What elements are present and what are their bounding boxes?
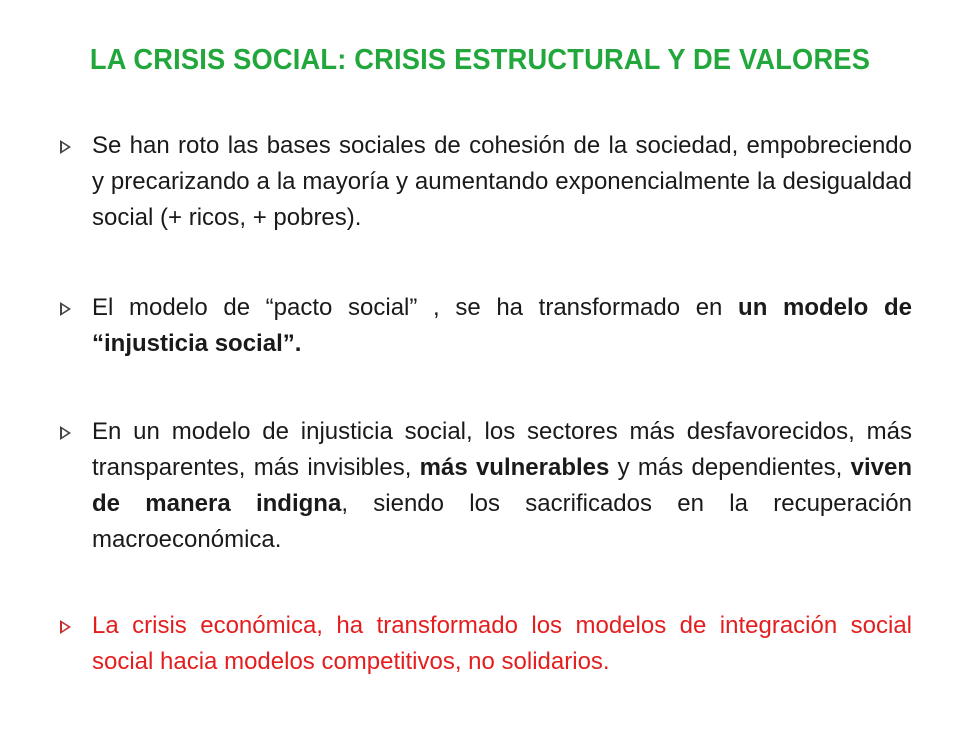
bullet-item-1 [60,128,912,236]
bullet-text [92,608,912,680]
arrow-bullet-icon [60,620,71,634]
bullet-list [60,128,912,734]
bullet-text-part: y más dependientes, [609,454,851,481]
bullet-text-emphasis: viven de manera indigna [92,454,912,517]
bullet-item-2 [60,290,912,362]
slide-title: LA CRISIS SOCIAL: CRISIS ESTRUCTURAL Y DE VALORES [89,44,871,76]
bullet-text-part: En un modelo de injusticia social, los sectores más desfavorecidos, más transparentes, más invisibles, [92,418,912,481]
bullet-text-part: El modelo de “pacto social” , se ha transformado en [92,294,739,321]
bullet-text [92,414,912,558]
bullet-text-part: La crisis económica, ha transformado los modelos de integración social social hacia modelos competitivos, no solidarios. [92,612,912,675]
bullet-text-emphasis: más vulnerables [419,454,610,481]
bullet-item-3 [60,414,912,558]
arrow-bullet-icon [60,140,71,154]
bullet-text [92,290,912,362]
arrow-bullet-icon [60,426,71,440]
bullet-text-part: Se han roto las bases sociales de cohesión de la sociedad, empobreciendo y precarizando a la mayoría y aumentando exponencialmente la desigualdad social (+ ricos, + pobres). [92,132,912,231]
bullet-text [92,128,912,236]
arrow-bullet-icon [60,302,71,316]
bullet-text-part: , siendo los sacrificados en la recuperación macroeconómica. [92,490,912,553]
bullet-text-emphasis: un modelo de “injusticia social”. [92,294,912,357]
bullet-item-4 [60,608,912,680]
